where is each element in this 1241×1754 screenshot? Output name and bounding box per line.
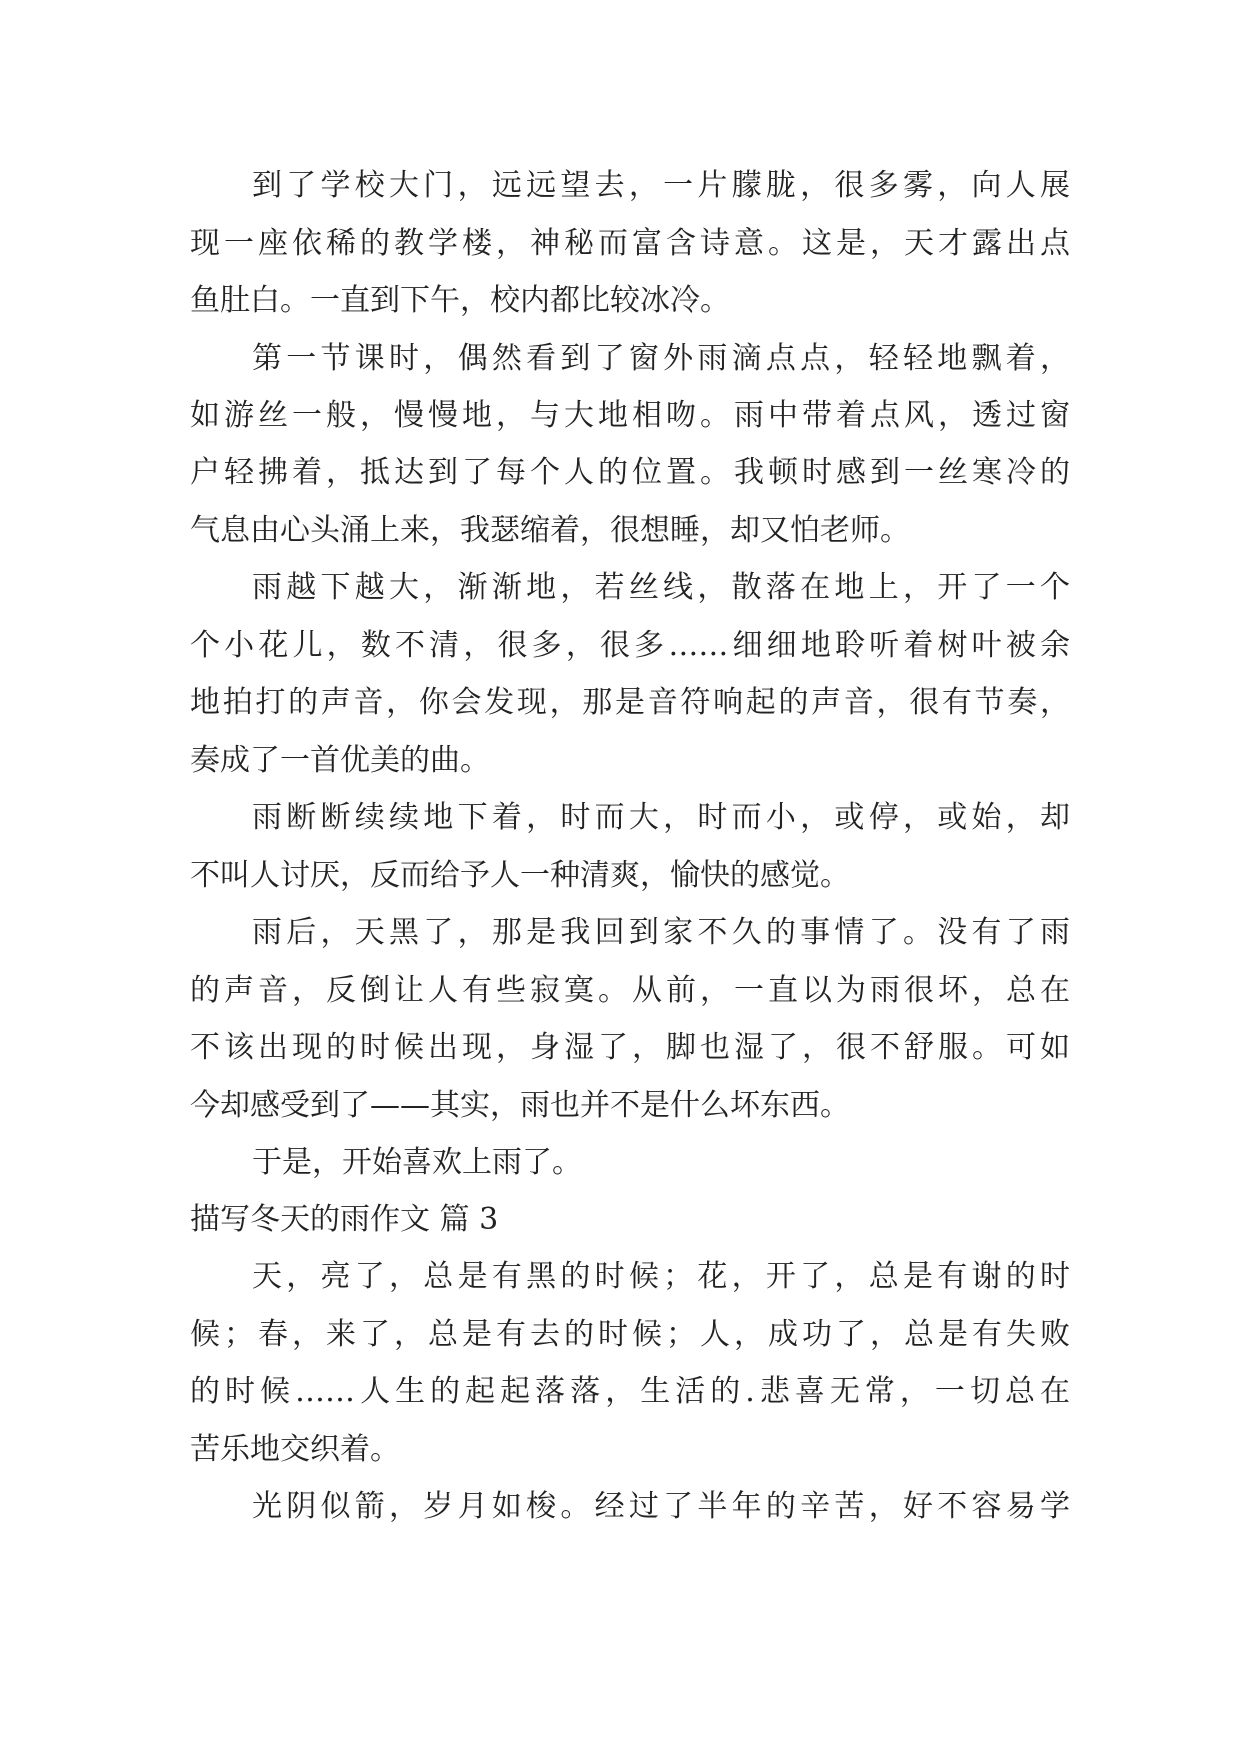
paragraph-1-line-3: 鱼肚白。一直到下午，校内都比较冰冷。 <box>190 283 730 318</box>
paragraph-2-line-3: 户轻拂着，抵达到了每个人的位置。我顿时感到一丝寒冷的 <box>190 455 1070 490</box>
paragraph-5-line-2: 的声音，反倒让人有些寂寞。从前，一直以为雨很坏，总在 <box>190 973 1070 1008</box>
paragraph-4-line-2: 不叫人讨厌，反而给予人一种清爽，愉快的感觉。 <box>190 858 850 893</box>
paragraph-3-line-2: 个小花儿，数不清，很多，很多……细细地聆听着树叶被余 <box>190 628 1070 663</box>
paragraph-8-line-1: 光阴似箭，岁月如梭。经过了半年的辛苦，好不容易学 <box>252 1489 1070 1524</box>
paragraph-7-line-4: 苦乐地交织着。 <box>190 1432 400 1467</box>
paragraph-3-line-4: 奏成了一首优美的曲。 <box>190 743 490 778</box>
paragraph-6-line-1: 于是，开始喜欢上雨了。 <box>252 1145 582 1180</box>
paragraph-7-line-2: 候；春，来了，总是有去的时候；人，成功了，总是有失败 <box>190 1317 1070 1352</box>
paragraph-4-line-1: 雨断断续续地下着，时而大，时而小，或停，或始，却 <box>252 800 1070 835</box>
paragraph-2-line-1: 第一节课时，偶然看到了窗外雨滴点点，轻轻地飘着， <box>252 341 1070 376</box>
section-heading: 描写冬天的雨作文 篇 3 <box>190 1202 499 1237</box>
paragraph-2-line-2: 如游丝一般，慢慢地，与大地相吻。雨中带着点风，透过窗 <box>190 398 1070 433</box>
paragraph-1-line-1: 到了学校大门，远远望去，一片朦胧，很多雾，向人展 <box>252 168 1070 203</box>
paragraph-7-line-1: 天，亮了，总是有黑的时候；花，开了，总是有谢的时 <box>252 1259 1070 1294</box>
paragraph-2-line-4: 气息由心头涌上来，我瑟缩着，很想睡，却又怕老师。 <box>190 513 910 548</box>
paragraph-3-line-1: 雨越下越大，渐渐地，若丝线，散落在地上，开了一个 <box>252 570 1070 605</box>
paragraph-5-line-1: 雨后，天黑了，那是我回到家不久的事情了。没有了雨 <box>252 915 1070 950</box>
paragraph-5-line-4: 今却感受到了——其实，雨也并不是什么坏东西。 <box>190 1088 850 1123</box>
paragraph-5-line-3: 不该出现的时候出现，身湿了，脚也湿了，很不舒服。可如 <box>190 1030 1070 1065</box>
paragraph-1-line-2: 现一座依稀的教学楼，神秘而富含诗意。这是，天才露出点 <box>190 226 1070 261</box>
paragraph-7-line-3: 的时候……人生的起起落落，生活的.悲喜无常，一切总在 <box>190 1374 1070 1409</box>
paragraph-3-line-3: 地拍打的声音，你会发现，那是音符响起的声音，很有节奏， <box>190 685 1070 720</box>
